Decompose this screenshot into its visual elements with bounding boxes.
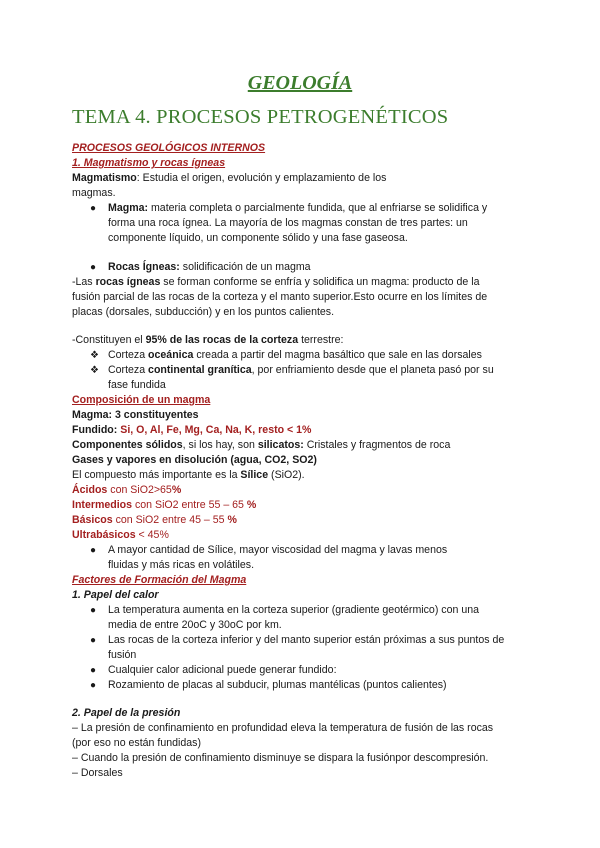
intermedios-line: [72, 498, 256, 513]
text: con SiO2>65: [107, 484, 172, 496]
section-heading-procesos: [72, 141, 265, 156]
heading-text: PROCESOS GEOLÓGICOS INTERNOS: [72, 142, 266, 154]
term: Ácidos: [72, 484, 108, 496]
magma-definition: [108, 201, 487, 216]
text: (SiO2).: [268, 469, 305, 481]
term: continental granítica: [148, 364, 252, 376]
text: Gases y vapores en disolución (agua, CO2, SO2): [72, 454, 317, 466]
silice-note: A mayor cantidad de Sílice, mayor viscosidad del magma y lavas menos: [108, 544, 448, 556]
text: con SiO2 entre 55 – 65: [132, 499, 247, 511]
magmatismo-definition-cont: [72, 186, 116, 201]
term: Intermedios: [72, 499, 133, 511]
section-heading-composicion: [72, 393, 210, 408]
term: Rocas Ígneas:: [108, 261, 180, 273]
text: %: [171, 484, 182, 496]
rocas-paragraph-cont: fusión parcial de las rocas de la corteza y el manto superior.Esto ocurre en los límites de: [72, 291, 488, 303]
subheading-text: 1. Papel del calor: [72, 589, 159, 601]
text: Cristales y fragmentos de roca: [303, 439, 451, 451]
definition-text: solidificación de un magma: [179, 261, 311, 273]
term: Ultrabásicos: [72, 529, 136, 541]
corteza-continental-cont: fase fundida: [108, 379, 166, 391]
constituyentes-line: [72, 408, 199, 423]
document-title: GEOLOGÍA: [247, 72, 353, 94]
text: El compuesto más importante es la: [72, 469, 241, 481]
term: Magmatismo: [72, 172, 137, 184]
diamond-bullet-icon: ❖: [90, 365, 99, 376]
bullet-icon: ●: [90, 665, 97, 676]
term: Básicos: [72, 514, 113, 526]
term: 95% de las rocas de la corteza: [145, 334, 299, 346]
calor-item-1: La temperatura aumenta en la corteza superior (gradiente geotérmico) con una: [108, 604, 479, 616]
text: , por enfriamiento desde que el planeta pasó por su: [251, 364, 494, 376]
text: Magma: 3 constituyentes: [72, 409, 199, 421]
term: Componentes sólidos: [72, 439, 183, 451]
solidos-line: [72, 438, 450, 453]
bullet-icon: ●: [90, 635, 97, 646]
text: creada a partir del magma basáltico que sale en las dorsales: [193, 349, 482, 361]
document-subtitle: TEMA 4. PROCESOS PETROGENÉTICOS: [72, 106, 449, 128]
diamond-bullet-icon: ❖: [90, 350, 99, 361]
presion-item-3: – Dorsales: [72, 767, 123, 779]
presion-item-1-cont: (por eso no están fundidas): [72, 737, 201, 749]
gases-line: [72, 453, 317, 468]
calor-item-3: Cualquier calor adicional puede generar fundido:: [108, 664, 337, 676]
subheading-text: 1. Magmatismo y rocas ígneas: [72, 157, 226, 169]
text: terrestre:: [298, 334, 344, 346]
calor-item-4: Rozamiento de placas al subducir, plumas mantélicas (puntos calientes): [108, 679, 447, 691]
bullet-icon: ●: [90, 262, 97, 273]
rocas-paragraph: [72, 275, 480, 290]
rocas-igneas-definition: [108, 260, 311, 275]
term: Fundido:: [72, 424, 121, 436]
term: rocas ígneas: [95, 276, 161, 288]
definition-text: : Estudia el origen, evolución y emplazamiento de los: [136, 172, 387, 184]
calor-item-2-cont: fusión: [108, 649, 137, 661]
section-heading-factores: [72, 573, 246, 588]
magma-definition-cont: componente líquido, un componente sólido y una fase gaseosa.: [108, 232, 408, 244]
text: se forman conforme se enfría y solidifica un magma: producto de la: [160, 276, 480, 288]
magma-definition-cont: forma una roca ígnea. La mayoría de los magmas constan de tres partes: un: [108, 217, 468, 229]
acidos-line: [72, 483, 181, 498]
elements-list: Si, O, Al, Fe, Mg, Ca, Na, K, resto < 1%: [120, 424, 312, 436]
fundido-line: [72, 423, 311, 438]
text: Corteza: [108, 349, 149, 361]
magmatismo-definition: [72, 171, 386, 186]
calor-item-1-cont: media de entre 20oC y 30oC por km.: [108, 619, 282, 631]
compuesto-line: [72, 468, 305, 483]
bullet-icon: ●: [90, 545, 97, 556]
rocas-paragraph-cont: placas (dorsales, subducción) y en los puntos calientes.: [72, 306, 335, 318]
text: %: [246, 499, 257, 511]
subheading-papel-calor: [72, 588, 159, 603]
definition-text: materia completa o parcialmente fundida, que al enfriarse se solidifica y: [148, 202, 488, 214]
bullet-icon: ●: [90, 680, 97, 691]
bullet-icon: ●: [90, 605, 97, 616]
heading-text: Composición de un magma: [72, 394, 211, 406]
corteza-oceanica-item: [108, 348, 482, 363]
term: oceánica: [148, 349, 194, 361]
definition-text: magmas.: [72, 187, 116, 199]
term: silicatos:: [257, 439, 304, 451]
heading-text: Factores de Formación del Magma: [72, 574, 247, 586]
presion-item-2: – Cuando la presión de confinamiento disminuye se dispara la fusiónpor descompresión.: [72, 752, 489, 764]
silice-note-cont: fluidas y más ricas en volátiles.: [108, 559, 255, 571]
text: < 45%: [135, 529, 169, 541]
ultrabasicos-line: [72, 528, 169, 543]
text: -Las: [72, 276, 96, 288]
text: %: [227, 514, 237, 526]
basicos-line: [72, 513, 237, 528]
constituyen-line: [72, 333, 343, 348]
calor-item-2: Las rocas de la corteza inferior y del manto superior están próximas a sus puntos de: [108, 634, 505, 646]
subheading-papel-presion: [72, 706, 180, 721]
subheading-text: 2. Papel de la presión: [72, 707, 181, 719]
text: , si los hay, son: [182, 439, 258, 451]
term: Magma:: [108, 202, 149, 214]
text: -Constituyen el: [72, 334, 146, 346]
bullet-icon: ●: [90, 203, 97, 214]
presion-item-1: – La presión de confinamiento en profundidad eleva la temperatura de fusión de las rocas: [72, 722, 494, 734]
text: con SiO2 entre 45 – 55: [112, 514, 228, 526]
text: Corteza: [108, 364, 149, 376]
term: Sílice: [240, 469, 269, 481]
corteza-continental-item: [108, 363, 494, 378]
subheading-magmatismo: [72, 156, 225, 171]
